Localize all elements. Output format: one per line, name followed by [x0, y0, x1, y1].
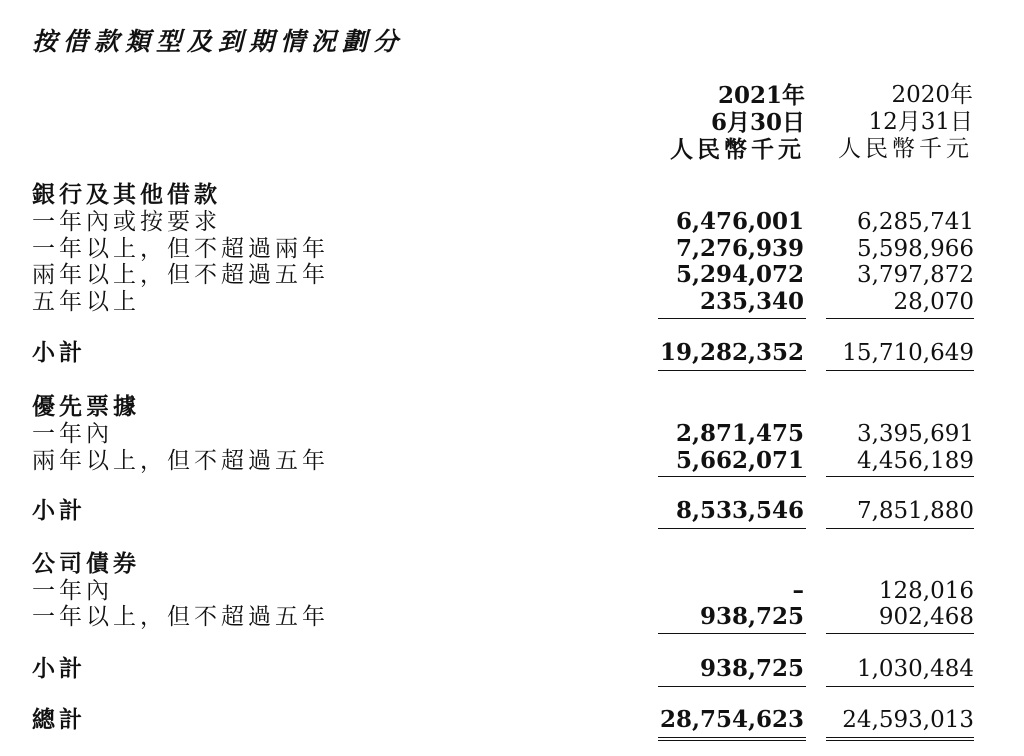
- rule-line: [826, 686, 974, 687]
- table-row: [32, 262, 974, 288]
- table-row: [32, 604, 974, 630]
- rule-line: [826, 528, 974, 529]
- value-2020: 7,851,880: [856, 498, 974, 524]
- rule-line: [826, 633, 974, 634]
- table-row: [32, 289, 974, 315]
- page-title: 按借款類型及到期情況劃分: [32, 27, 405, 56]
- row-label: 五年以上: [32, 289, 140, 315]
- value-2021: 938,725: [699, 603, 804, 630]
- row-label: 一年以上，但不超過兩年: [32, 236, 329, 262]
- subtotal-label: 小計: [32, 655, 86, 682]
- row-label: 兩年以上，但不超過五年: [32, 262, 329, 288]
- value-2021: 235,340: [699, 288, 804, 315]
- section-heading-row: [32, 551, 974, 577]
- table-row: [32, 578, 974, 604]
- section-heading-row: [32, 182, 974, 208]
- section-heading-row: [32, 394, 974, 420]
- rule-line: [826, 318, 974, 319]
- subtotal-label: 小計: [32, 339, 86, 366]
- column-header-2020: [838, 82, 973, 163]
- section-heading-bank: 銀行及其他借款: [32, 181, 221, 208]
- value-2021: 5,662,071: [675, 447, 804, 474]
- double-rule-line: [826, 737, 974, 741]
- rule-line: [658, 633, 806, 634]
- value-2020: 15,710,649: [842, 340, 974, 366]
- double-rule-line: [658, 737, 806, 741]
- table-row: [32, 421, 974, 447]
- rule-line: [658, 318, 806, 319]
- row-label: 一年內或按要求: [32, 209, 221, 235]
- column-header-2021: [670, 82, 805, 163]
- value-2021: –: [792, 577, 804, 604]
- rule-line: [658, 370, 806, 371]
- value-2020: 28,070: [893, 289, 974, 315]
- value-2021: 938,725: [699, 655, 804, 682]
- value-2021: 6,476,001: [675, 208, 804, 235]
- rule-line: [658, 476, 806, 477]
- value-2020: 3,797,872: [856, 262, 974, 288]
- column-header-year: 2020年: [891, 82, 973, 108]
- total-row: [32, 707, 974, 733]
- rule-line: [658, 686, 806, 687]
- row-label: 一年以上，但不超過五年: [32, 604, 329, 630]
- rule-line: [826, 476, 974, 477]
- value-2020: 3,395,691: [856, 421, 974, 447]
- row-label: 一年內: [32, 578, 113, 604]
- value-2020: 24,593,013: [842, 707, 974, 733]
- total-label: 總計: [32, 706, 86, 733]
- row-label: 兩年以上，但不超過五年: [32, 448, 329, 474]
- column-header-date: 6月30日: [710, 109, 805, 136]
- value-2020: 5,598,966: [856, 236, 974, 262]
- value-2021: 8,533,546: [675, 497, 804, 524]
- value-2020: 4,456,189: [856, 448, 974, 474]
- table-row: [32, 209, 974, 235]
- subtotal-row: [32, 340, 974, 366]
- rule-line: [826, 370, 974, 371]
- column-header-unit: 人民幣千元: [838, 136, 973, 162]
- value-2021: 19,282,352: [659, 339, 804, 366]
- section-heading-bonds: 公司債券: [32, 550, 140, 577]
- column-header-unit: 人民幣千元: [670, 136, 805, 163]
- value-2021: 2,871,475: [675, 420, 804, 447]
- section-heading-notes: 優先票據: [32, 393, 140, 420]
- column-header-year: 2021年: [717, 82, 805, 109]
- subtotal-row: [32, 498, 974, 524]
- value-2021: 5,294,072: [675, 261, 804, 288]
- value-2020: 902,468: [878, 604, 974, 630]
- table-row: [32, 448, 974, 474]
- column-header-date: 12月31日: [868, 109, 973, 135]
- value-2020: 1,030,484: [856, 656, 974, 682]
- table-row: [32, 236, 974, 262]
- value-2020: 6,285,741: [856, 209, 974, 235]
- value-2021: 7,276,939: [675, 235, 804, 262]
- subtotal-label: 小計: [32, 497, 86, 524]
- rule-line: [658, 528, 806, 529]
- value-2021: 28,754,623: [659, 706, 804, 733]
- subtotal-row: [32, 656, 974, 682]
- row-label: 一年內: [32, 421, 113, 447]
- value-2020: 128,016: [878, 578, 974, 604]
